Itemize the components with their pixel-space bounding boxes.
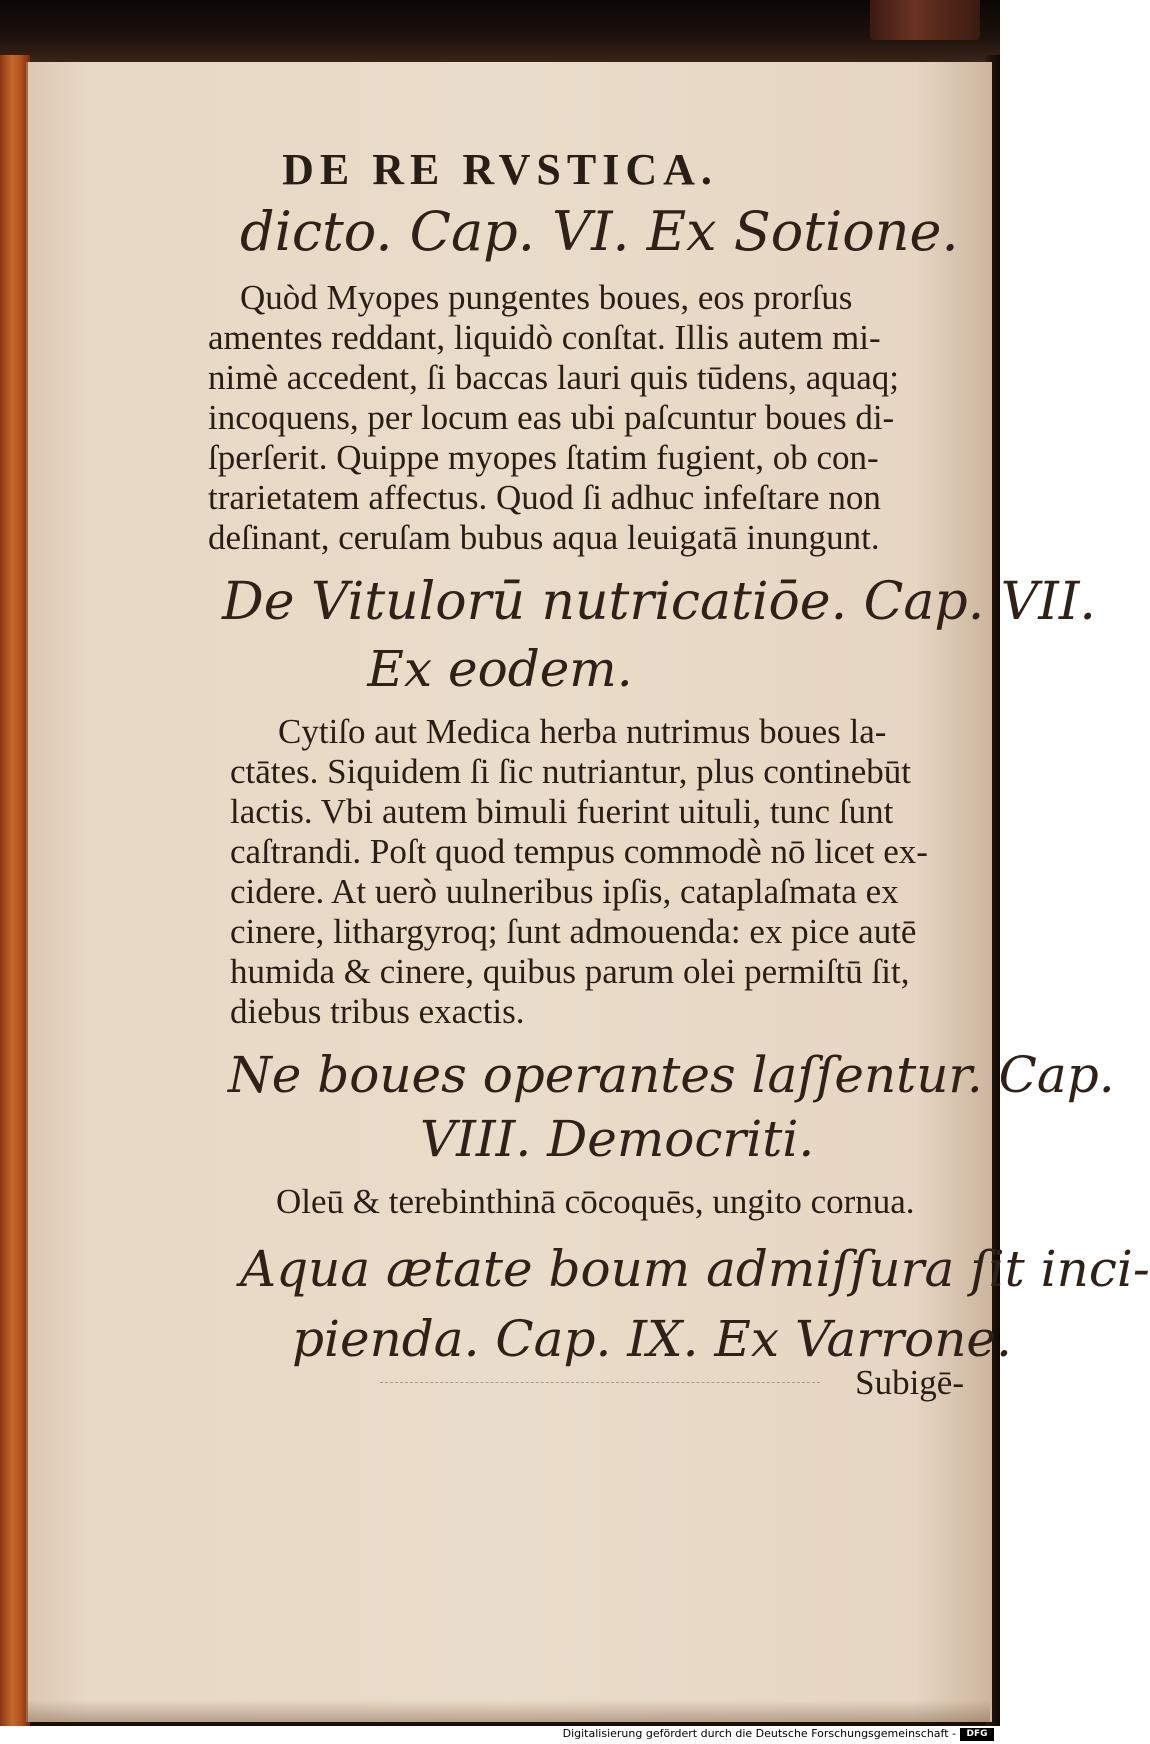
text-line: nimè accedent, ſi baccas lauri quis tūdens, aquaq; [208, 358, 899, 397]
section-heading-cap-8: Ne boues operantes laſſentur. Cap. [228, 1046, 1115, 1104]
text-line: diebus tribus exactis. [230, 992, 525, 1031]
faint-rule [380, 1382, 820, 1384]
section-heading-source: pienda. Cap. IX. Ex Varrone. [292, 1310, 1012, 1368]
section-heading-source: Ex eodem. [367, 640, 633, 698]
digitization-footer [0, 1726, 1000, 1744]
section-heading-cap-7: De Vitulorū nutricatiōe. Cap. VII. [222, 572, 1096, 632]
text-line: deſinant, ceruſam bubus aqua leuigatā inungunt. [208, 518, 880, 557]
text-line: Cytiſo aut Medica herba nutrimus boues la- [278, 712, 887, 751]
funding-credit: Digitalisierung gefördert durch die Deutsche Forschungsgemeinschaft - [562, 1727, 956, 1740]
text-line: trarietatem affectus. Quod ſi adhuc infeſtare non [208, 478, 881, 517]
book-top-edge [0, 0, 1000, 62]
section-heading-cap-6: dicto. Cap. VI. Ex Sotione. [240, 200, 959, 263]
text-line: incoquens, per locum eas ubi paſcuntur boues di- [208, 398, 895, 437]
section-heading-cap-9: Aqua ætate boum admiſſura ſit inci- [240, 1240, 1150, 1298]
text-line: caſtrandi. Poſt quod tempus commodè nō licet ex- [230, 832, 928, 871]
dfg-logo: DFG [960, 1728, 994, 1741]
text-line: humida & cinere, quibus parum olei permiſtū ſit, [230, 952, 910, 991]
text-line: amentes reddant, liquidò conſtat. Illis autem mi- [208, 318, 881, 357]
text-line: ſperſerit. Quippe myopes ſtatim fugient, ob con- [208, 438, 879, 477]
section-heading-source: VIII. Democriti. [420, 1110, 815, 1168]
running-head: DE RE RVSTICA. [282, 145, 718, 194]
text-line: cinere, lithargyroq; ſunt admouenda: ex pice autē [230, 912, 917, 951]
text-line: Oleū & terebinthinā cōcoquēs, ungito cornua. [276, 1182, 915, 1221]
text-line: cidere. At uerò uulneribus ipſis, cataplaſmata ex [230, 872, 899, 911]
bookmark-ribbon [870, 0, 980, 40]
text-line: lactis. Vbi autem bimuli fuerint uituli, tunc ſunt [230, 792, 894, 831]
page-bottom-shadow [26, 1700, 990, 1722]
catchword: Subigē- [855, 1363, 964, 1402]
text-line: ctātes. Siquidem ſi ſic nutriantur, plus continebūt [230, 752, 911, 791]
text-line: Quòd Myopes pungentes boues, eos prorſus [240, 278, 853, 317]
